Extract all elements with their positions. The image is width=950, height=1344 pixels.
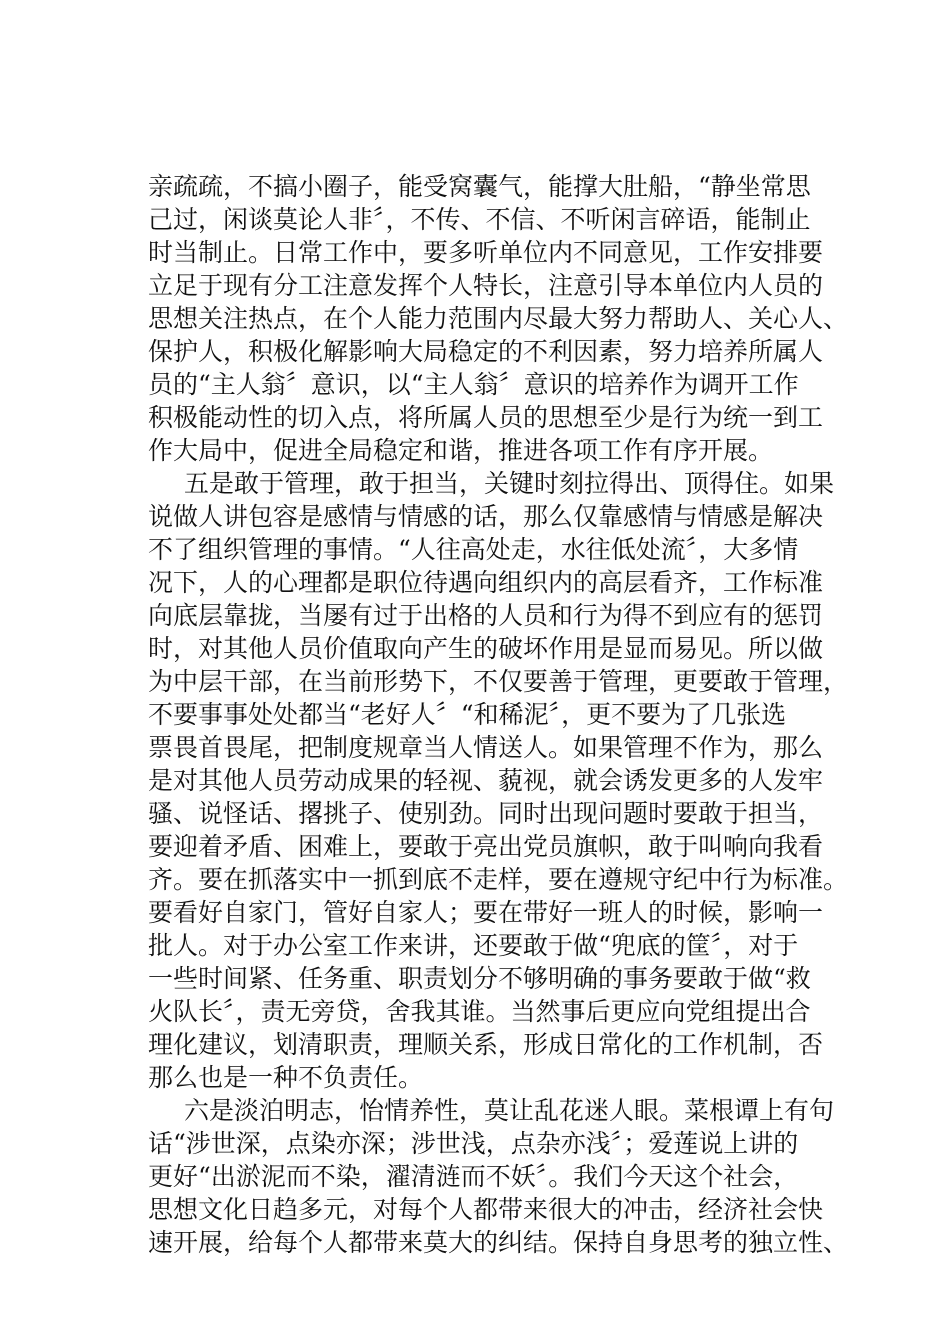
text-line: 积极能动性的切入点，将所属人员的思想至少是行为统一到工 (148, 403, 824, 432)
text-line: 一些时间紧、任务重、职责划分不够明确的事务要敢于做“救 (148, 964, 811, 993)
text-line: 立足于现有分工注意发挥个人特长，注意引导本单位内人员的 (148, 271, 824, 300)
text-line: 骚、说怪话、撂挑子、使别劲。同时出现问题时要敢于担当， (148, 799, 824, 828)
text-line: 不了组织管理的事情。“人往高处走，水往低处流〞，大多情 (148, 535, 799, 564)
text-line: 火队长〞，责无旁贷，舍我其谁。当然事后更应向党组提出合 (148, 997, 811, 1026)
text-line: 作大局中，促进全局稳定和谐，推进各项工作有序开展。 (148, 436, 774, 465)
text-line: 员的“主人翁〞意识，以“主人翁〞意识的培养作为调开工作 (148, 370, 799, 399)
text-line: 向底层靠拢，当屡有过于出格的人员和行为得不到应有的惩罚 (148, 601, 824, 630)
text-line: 要迎着矛盾、困难上，要敢于亮出党员旗帜，敢于叫响向我看 (148, 832, 824, 861)
text-line: 是对其他人员劳动成果的轻视、藐视，就会诱发更多的人发牢 (148, 766, 824, 795)
text-line: 不要事事处处都当“老好人〞“和稀泥〞，更不要为了几张选 (148, 700, 787, 729)
text-line: 己过，闲谈莫论人非〞，不传、不信、不听闲言碎语，能制止 (148, 205, 811, 234)
paragraph-start-line: 六是淡泊明志，怡情养性，莫让乱花迷人眼。菜根谭上有句 (184, 1096, 835, 1125)
text-line: 速开展，给每个人都带来莫大的纠结。保持自身思考的独立性、 (148, 1228, 849, 1257)
text-line: 要看好自家门，管好自家人；要在带好一班人的时候，影响一 (148, 898, 824, 927)
text-line: 说做人讲包容是感情与情感的话，那么仅靠感情与情感是解决 (148, 502, 824, 531)
text-line: 保护人，积极化解影响大局稳定的不利因素，努力培养所属人 (148, 337, 824, 366)
text-line: 票畏首畏尾，把制度规章当人情送人。如果管理不作为，那么 (148, 733, 824, 762)
text-line: 思想关注热点，在个人能力范围内尽最大努力帮助人、关心人、 (148, 304, 849, 333)
text-line: 更好“出淤泥而不染，濯清涟而不妖〞。我们今天这个社会， (148, 1162, 799, 1191)
text-line: 思想文化日趋多元，对每个人都带来很大的冲击，经济社会快 (148, 1195, 824, 1224)
text-line: 时当制止。日常工作中，要多听单位内不同意见，工作安排要 (148, 238, 824, 267)
text-line: 亲疏疏，不搞小圈子，能受窝囊气，能撑大肚船，“静坐常思 (148, 172, 811, 201)
text-line: 理化建议，划清职责，理顺关系，形成日常化的工作机制，否 (148, 1030, 824, 1059)
text-line: 话“涉世深，点染亦深；涉世浅，点杂亦浅〞；爱莲说上讲的 (148, 1129, 799, 1158)
text-line: 况下，人的心理都是职位待遇向组织内的高层看齐，工作标准 (148, 568, 824, 597)
text-line: 批人。对于办公室工作来讲，还要敢于做“兜底的筐〞，对于 (148, 931, 799, 960)
text-line: 齐。要在抓落实中一抓到底不走样，要在遵规守纪中行为标准。 (148, 865, 849, 894)
text-line: 为中层干部，在当前形势下，不仅要善于管理，更要敢于管理， (148, 667, 849, 696)
body-text (148, 170, 848, 1259)
paragraph-start-line: 五是敢于管理，敢于担当，关键时刻拉得出、顶得住。如果 (184, 469, 835, 498)
text-line: 那么也是一种不负责任。 (148, 1063, 424, 1092)
text-line: 时，对其他人员价值取向产生的破坏作用是显而易见。所以做 (148, 634, 824, 663)
